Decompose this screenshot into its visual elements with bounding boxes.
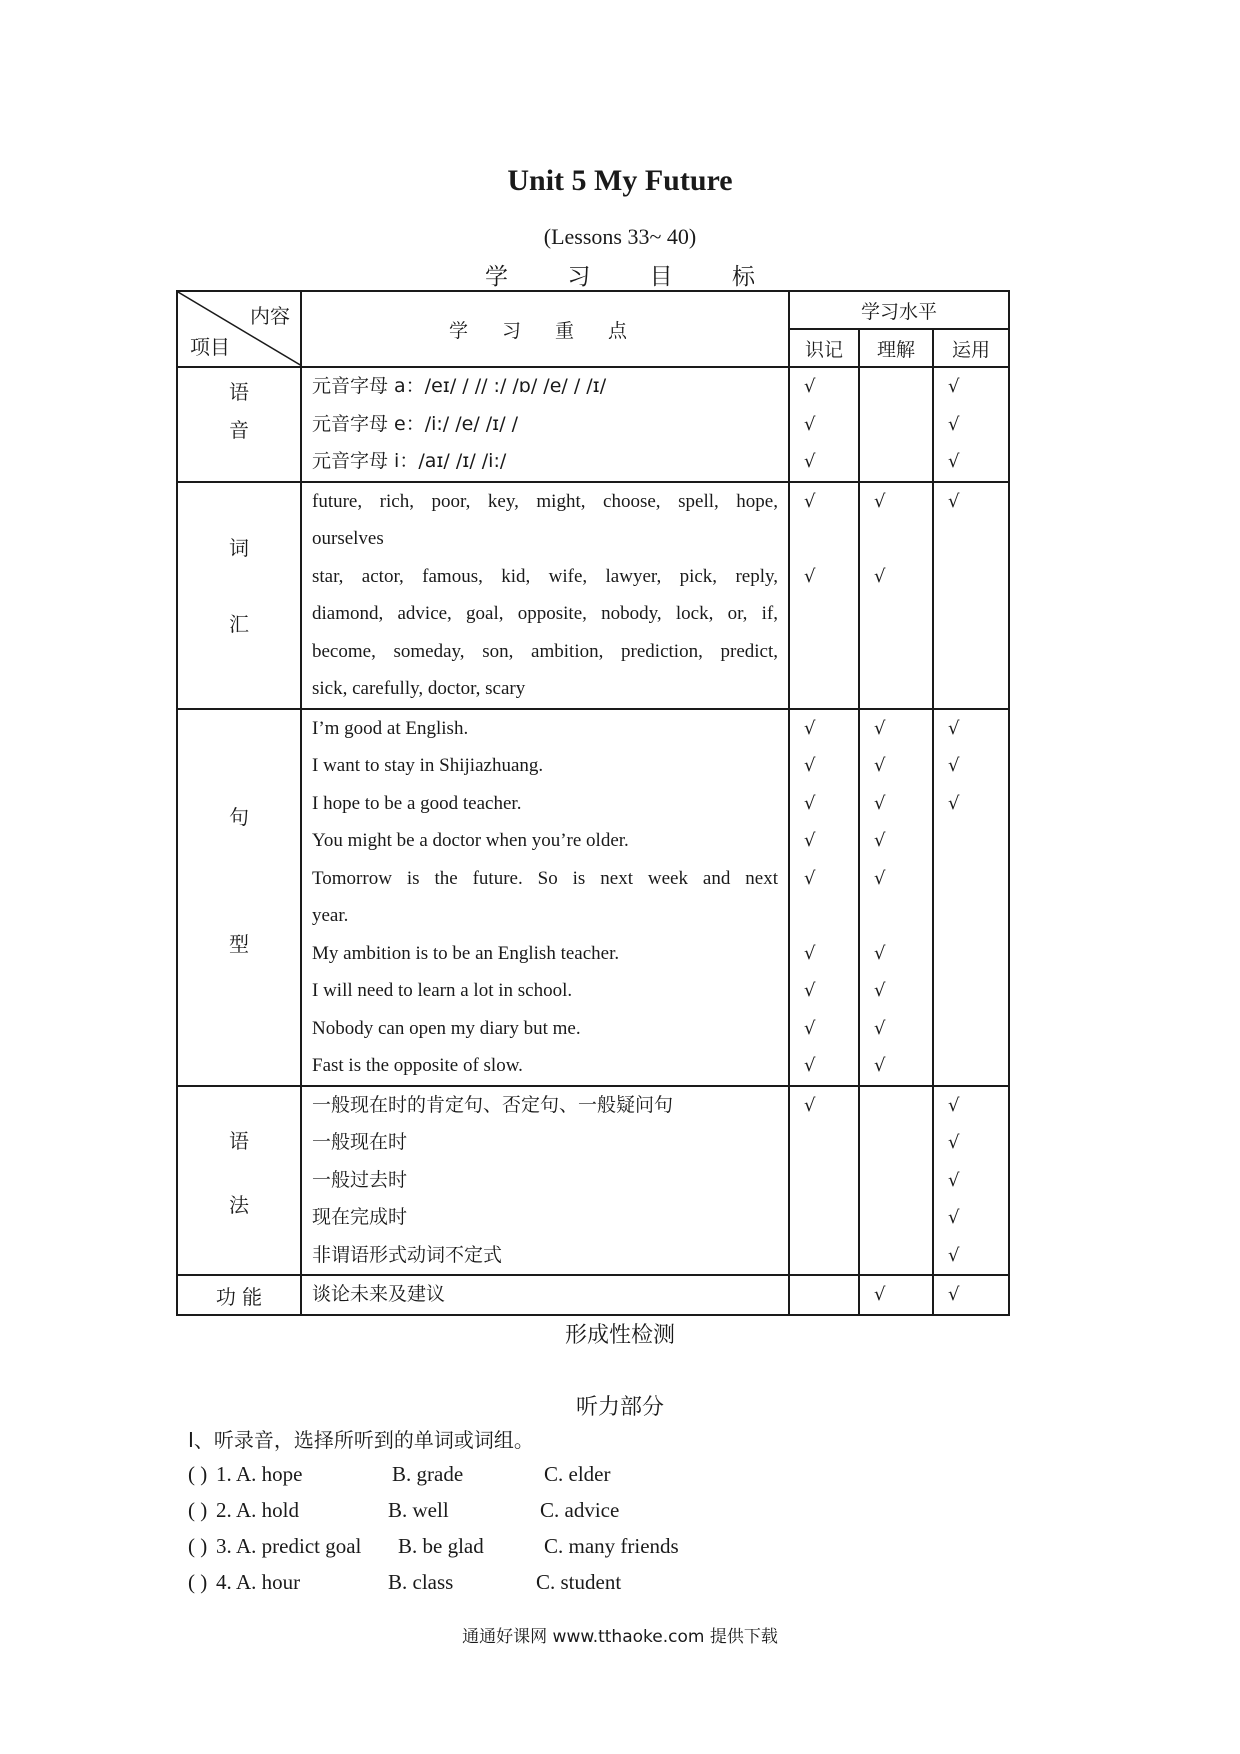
memorize-column-cell xyxy=(789,1086,859,1276)
focus-line: 元音字母 e：/i:/ /e/ /ɪ/ / xyxy=(312,412,519,435)
listening-instruction: I、听录音，选择所听到的单词或词组。 xyxy=(188,1428,534,1452)
check-mark: √ xyxy=(874,1284,886,1305)
lessons-subtitle: (Lessons 33~ 40) xyxy=(543,224,697,249)
table-row xyxy=(177,1275,1009,1315)
check-mark xyxy=(790,595,858,633)
learning-objectives-table xyxy=(176,290,1010,1316)
check-mark xyxy=(860,520,932,558)
answer-bracket: ( ) xyxy=(188,1462,208,1486)
question-number: 1. xyxy=(216,1462,232,1486)
check-mark: √ xyxy=(874,792,886,814)
focus-line: 元音字母 a：/eɪ/ / // :/ /ɒ/ /e/ / /ɪ/ xyxy=(312,375,607,397)
check-mark: √ xyxy=(948,1207,960,1228)
focus-cell xyxy=(301,482,789,709)
check-mark: √ xyxy=(874,490,886,512)
category-char: 法 xyxy=(229,1192,249,1217)
check-mark xyxy=(790,1276,858,1314)
focus-line: You might be a doctor when you’re older. xyxy=(312,830,629,851)
check-mark: √ xyxy=(948,1094,960,1116)
category-char: 功 能 xyxy=(215,1284,263,1309)
focus-line: Tomorrow is the future. So is next week and next xyxy=(312,867,778,889)
check-mark xyxy=(934,935,1008,973)
check-mark xyxy=(790,520,858,558)
page-title: Unit 5 My Future xyxy=(507,164,733,197)
check-mark: √ xyxy=(804,942,816,964)
assessment-heading: 形成性检测 xyxy=(564,1323,675,1348)
content-label: 内容 xyxy=(250,304,290,328)
check-mark xyxy=(860,897,932,935)
category-char: 语 xyxy=(229,380,249,404)
category-cell xyxy=(177,367,301,482)
category-char: 型 xyxy=(229,932,249,956)
check-mark xyxy=(934,860,1008,898)
check-mark xyxy=(790,1162,858,1200)
check-mark xyxy=(860,633,932,671)
check-mark: √ xyxy=(804,830,816,851)
check-mark: √ xyxy=(804,980,816,1001)
focus-line: I hope to be a good teacher. xyxy=(312,792,522,814)
memorize-column-cell xyxy=(789,709,859,1086)
check-mark: √ xyxy=(948,755,960,776)
footer-credit: 通通好课网 www.tthaoke.com 提供下载 xyxy=(462,1627,778,1647)
category-cell xyxy=(177,1086,301,1276)
check-mark: √ xyxy=(804,565,816,587)
check-mark xyxy=(790,1124,858,1162)
check-mark: √ xyxy=(948,1284,960,1305)
focus-line: ourselves xyxy=(312,528,384,549)
category-cell xyxy=(177,482,301,709)
focus-line: diamond, advice, goal, opposite, nobody, lock, or, if, xyxy=(312,603,778,624)
check-mark: √ xyxy=(948,490,960,512)
option-c: C. many friends xyxy=(544,1534,679,1558)
check-mark: √ xyxy=(948,1244,960,1266)
check-mark: √ xyxy=(874,830,886,851)
question-number: 3. xyxy=(216,1534,232,1558)
level-apply-header: 运用 xyxy=(933,329,1009,367)
check-mark xyxy=(934,822,1008,860)
memorize-column-cell xyxy=(789,482,859,709)
focus-line: sick, carefully, doctor, scary xyxy=(312,678,526,699)
check-mark: √ xyxy=(874,717,886,739)
category-cell xyxy=(177,709,301,1086)
option-a: A. hold xyxy=(236,1498,299,1522)
objectives-heading: 学 习 目 标 xyxy=(485,264,781,290)
question-number: 2. xyxy=(216,1498,232,1522)
table-row xyxy=(177,709,1009,1086)
focus-line: I want to stay in Shijiazhuang. xyxy=(312,755,544,776)
focus-line: I’m good at English. xyxy=(312,717,469,739)
check-mark xyxy=(860,1162,932,1200)
check-mark xyxy=(934,558,1008,596)
category-cell xyxy=(177,1275,301,1315)
focus-line: 谈论未来及建议 xyxy=(312,1283,446,1305)
check-mark xyxy=(934,595,1008,633)
option-c: C. student xyxy=(536,1570,622,1594)
answer-bracket: ( ) xyxy=(188,1570,208,1594)
check-mark xyxy=(790,897,858,935)
focus-header: 学 习 重 点 xyxy=(301,291,789,367)
focus-line: 一般现在时 xyxy=(312,1131,408,1153)
check-mark xyxy=(790,1199,858,1237)
check-mark xyxy=(934,1047,1008,1085)
category-char: 音 xyxy=(229,417,249,442)
check-mark xyxy=(934,670,1008,708)
check-mark: √ xyxy=(804,413,816,435)
focus-line: become, someday, son, ambition, prediction, predict, xyxy=(312,640,778,662)
check-mark xyxy=(934,520,1008,558)
check-mark xyxy=(860,368,932,406)
check-mark: √ xyxy=(804,755,816,776)
check-mark xyxy=(860,595,932,633)
option-b: B. class xyxy=(388,1570,454,1594)
understand-column-cell xyxy=(859,482,933,709)
understand-column-cell xyxy=(859,367,933,482)
answer-bracket: ( ) xyxy=(188,1498,208,1522)
check-mark: √ xyxy=(804,717,816,739)
category-char: 词 xyxy=(229,535,249,560)
check-mark: √ xyxy=(804,451,816,472)
check-mark: √ xyxy=(874,755,886,776)
category-char: 句 xyxy=(229,804,249,829)
option-a: A. hope xyxy=(236,1462,303,1486)
apply-column-cell xyxy=(933,1275,1009,1315)
focus-line: 一般现在时的肯定句、否定句、一般疑问句 xyxy=(312,1093,674,1116)
check-mark xyxy=(934,1010,1008,1048)
focus-line: My ambition is to be an English teacher. xyxy=(312,942,620,964)
apply-column-cell xyxy=(933,1086,1009,1276)
apply-column-cell xyxy=(933,367,1009,482)
level-understand-header: 理解 xyxy=(859,329,933,367)
check-mark xyxy=(860,443,932,481)
check-mark xyxy=(934,633,1008,671)
focus-line: 现在完成时 xyxy=(312,1206,408,1228)
header-diagonal-cell xyxy=(177,291,301,367)
focus-cell xyxy=(301,1275,789,1315)
category-char: 汇 xyxy=(229,612,249,636)
check-mark: √ xyxy=(874,565,886,587)
memorize-column-cell xyxy=(789,1275,859,1315)
check-mark: √ xyxy=(874,867,886,889)
question-number: 4. xyxy=(216,1570,232,1594)
check-mark: √ xyxy=(948,1169,960,1191)
check-mark: √ xyxy=(804,867,816,889)
check-mark xyxy=(934,972,1008,1010)
option-b: B. be glad xyxy=(398,1534,484,1558)
focus-cell xyxy=(301,367,789,482)
check-mark: √ xyxy=(874,1055,886,1076)
answer-bracket: ( ) xyxy=(188,1534,208,1558)
check-mark xyxy=(860,1199,932,1237)
check-mark: √ xyxy=(804,1055,816,1076)
focus-line: Nobody can open my diary but me. xyxy=(312,1017,581,1039)
apply-column-cell xyxy=(933,482,1009,709)
category-char: 语 xyxy=(229,1129,249,1153)
check-mark: √ xyxy=(874,980,886,1001)
focus-cell xyxy=(301,709,789,1086)
focus-line: 元音字母 i：/aɪ/ /ɪ/ /i:/ xyxy=(312,450,507,472)
table-row xyxy=(177,482,1009,709)
focus-line: 一般过去时 xyxy=(312,1168,408,1191)
check-mark xyxy=(860,1087,932,1125)
table-row xyxy=(177,1086,1009,1276)
check-mark xyxy=(860,1124,932,1162)
level-header: 学习水平 xyxy=(789,291,1009,329)
check-mark: √ xyxy=(874,1017,886,1039)
listening-heading: 听力部分 xyxy=(575,1395,664,1420)
option-b: B. well xyxy=(388,1498,449,1522)
check-mark xyxy=(860,406,932,444)
check-mark: √ xyxy=(874,942,886,964)
understand-column-cell xyxy=(859,709,933,1086)
check-mark: √ xyxy=(948,792,960,814)
option-a: A. predict goal xyxy=(236,1534,362,1558)
understand-column-cell xyxy=(859,1275,933,1315)
check-mark: √ xyxy=(804,792,816,814)
focus-line: I will need to learn a lot in school. xyxy=(312,980,573,1001)
focus-cell xyxy=(301,1086,789,1276)
focus-line: star, actor, famous, kid, wife, lawyer, pick, reply, xyxy=(312,565,778,587)
focus-line: Fast is the opposite of slow. xyxy=(312,1055,523,1076)
check-mark: √ xyxy=(948,1132,960,1153)
check-mark: √ xyxy=(804,490,816,512)
check-mark: √ xyxy=(948,451,960,472)
focus-line: future, rich, poor, key, might, choose, spell, hope, xyxy=(312,490,778,512)
option-b: B. grade xyxy=(392,1462,464,1486)
understand-column-cell xyxy=(859,1086,933,1276)
check-mark: √ xyxy=(804,1017,816,1039)
check-mark: √ xyxy=(804,1094,816,1116)
table-row xyxy=(177,367,1009,482)
option-c: C. elder xyxy=(544,1462,611,1486)
item-label: 项目 xyxy=(190,335,230,359)
check-mark: √ xyxy=(948,413,960,435)
check-mark xyxy=(790,1237,858,1275)
option-c: C. advice xyxy=(540,1498,620,1522)
apply-column-cell xyxy=(933,709,1009,1086)
option-a: A. hour xyxy=(236,1570,301,1594)
check-mark xyxy=(790,633,858,671)
check-mark xyxy=(860,1237,932,1275)
focus-line: 非谓语形式动词不定式 xyxy=(312,1243,503,1266)
check-mark: √ xyxy=(948,376,960,397)
check-mark: √ xyxy=(948,717,960,739)
focus-line: year. xyxy=(312,905,349,926)
check-mark xyxy=(934,897,1008,935)
check-mark xyxy=(860,670,932,708)
check-mark: √ xyxy=(804,376,816,397)
memorize-column-cell xyxy=(789,367,859,482)
level-memorize-header: 识记 xyxy=(789,329,859,367)
check-mark xyxy=(790,670,858,708)
